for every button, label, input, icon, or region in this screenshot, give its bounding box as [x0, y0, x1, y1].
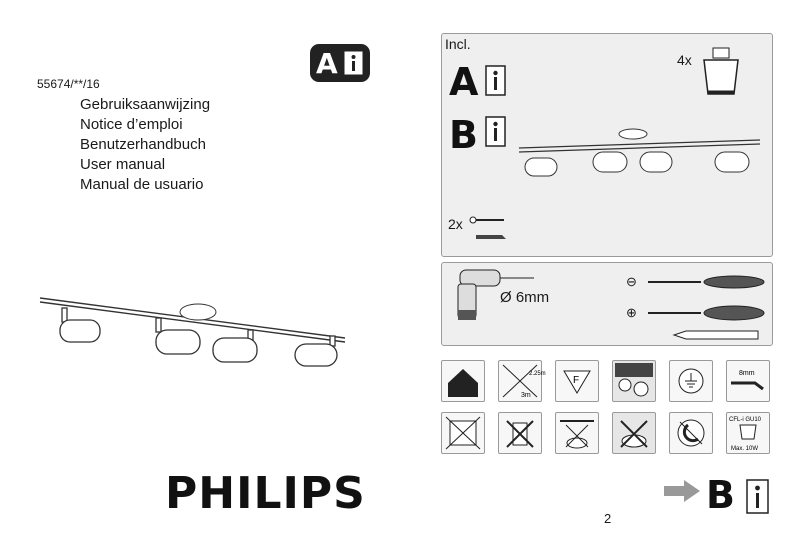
min-distance-box: [498, 360, 546, 402]
no-dimmer-icon: [670, 413, 712, 453]
earth-icon: [670, 361, 712, 401]
cfl-bulb-type: CFL-i GU10: [729, 417, 762, 423]
bulb-count: 4x: [677, 52, 692, 68]
part-a-label: A: [449, 60, 479, 104]
f-mark-box: [555, 360, 599, 402]
earth-box: [669, 360, 713, 402]
manual-book-a-icon: [484, 64, 508, 98]
bulb-icon: [613, 361, 655, 401]
distance-3m-label: 3m: [521, 392, 531, 399]
bulb-box: [612, 360, 656, 402]
cfl-bulb-icon: [727, 413, 769, 453]
book-info-icon: [344, 51, 364, 75]
cross-screwdriver-symbol: ⊕: [626, 305, 637, 320]
flat-screwdriver-icon: [646, 275, 766, 289]
included-label: Incl.: [445, 36, 471, 52]
distance-225m-label: 2.25m: [529, 371, 546, 377]
manual-title-es: Manual de usuario: [80, 176, 204, 193]
page-number: 2: [604, 511, 612, 526]
f-mark-icon: [556, 361, 598, 401]
arrow-right-icon: [662, 478, 702, 504]
wire-strip-box: [726, 360, 770, 402]
no-tools-icon: [613, 413, 655, 453]
manual-title-list: [80, 95, 210, 195]
manual-title-fr: Notice d’emploi: [80, 116, 183, 133]
manual-title-de: Benutzerhandbuch: [80, 136, 206, 153]
no-bin-box: [498, 412, 542, 454]
flat-screwdriver-symbol: ⊖: [626, 274, 637, 289]
part-b-label: B: [449, 113, 478, 157]
cfl-bulb-box: [726, 412, 770, 454]
manual-badge: [310, 44, 370, 82]
indoor-use-box: [441, 360, 485, 402]
no-box-box: [441, 412, 485, 454]
no-tools-box: [612, 412, 656, 454]
indoor-use-icon: [442, 361, 484, 401]
next-manual-book-icon: [745, 478, 771, 516]
screw-plug-icon: [468, 213, 508, 243]
wire-strip-text: 8mm: [739, 370, 755, 377]
manual-book-b-icon: [484, 115, 508, 149]
no-ceiling-box: [555, 412, 599, 454]
min-distance-icon: [499, 361, 546, 401]
manual-title-nl: Gebruiksaanwijzing: [80, 96, 211, 113]
screw-count: 2x: [448, 216, 463, 232]
no-box-icon: [442, 413, 484, 453]
manual-title-en: User manual: [80, 156, 166, 173]
f-mark-text: F: [573, 375, 580, 386]
spotlight-bar-illustration: [30, 290, 350, 370]
spotlight-bar-included-illustration: [515, 128, 765, 186]
drill-size-label: Ø 6mm: [500, 289, 550, 306]
model-number: 55674/**/16: [37, 77, 100, 91]
no-dimmer-box: [669, 412, 713, 454]
cfl-bulb-max: Max. 10W: [731, 446, 759, 452]
no-bin-icon: [499, 413, 541, 453]
badge-letter: A: [316, 47, 338, 80]
next-section-letter: B: [706, 473, 735, 517]
cross-screwdriver-icon: [646, 305, 766, 321]
brand-logo: PHILIPS: [165, 468, 366, 519]
no-ceiling-icon: [556, 413, 598, 453]
pencil-icon: [672, 328, 762, 342]
wire-strip-icon: [727, 361, 769, 401]
gu10-bulb-icon: [696, 44, 746, 100]
